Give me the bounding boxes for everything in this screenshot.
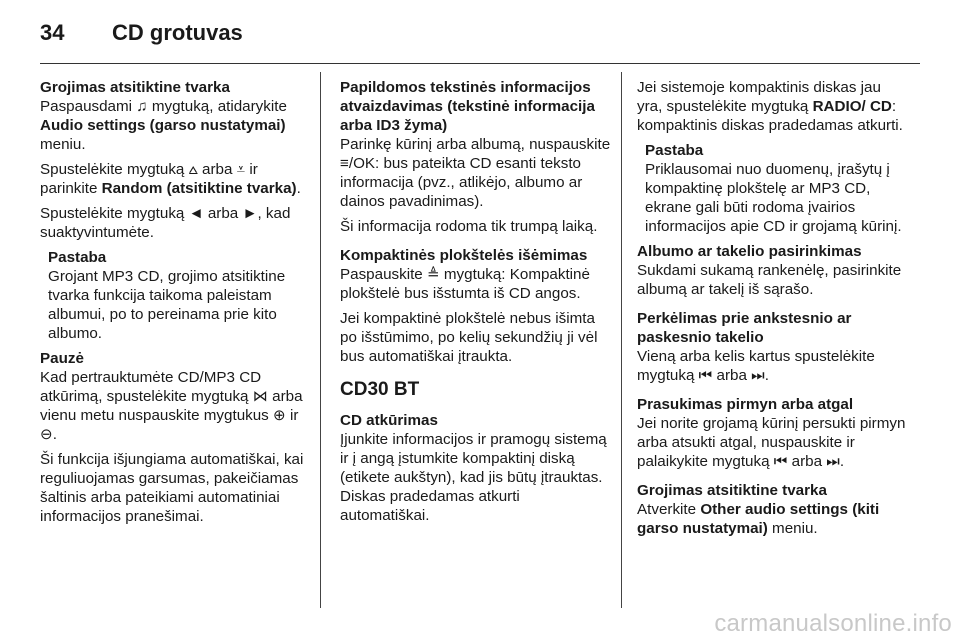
- text: : kompaktinis diskas pradedamas atkurti.: [637, 98, 903, 134]
- section-heading-pause: Pauzė: [40, 350, 84, 367]
- header-rule: [40, 63, 920, 64]
- column-2: [340, 78, 612, 531]
- paragraph: [637, 500, 909, 538]
- section-heading-text-info: Papildomos tekstinės informacijos atvaizdavimas (tekstinė informacija arba ID3 žyma): [340, 79, 595, 134]
- paragraph: Kad pertrauktumėte CD/MP3 CD atkūrimą, spustelėkite mygtuką ⋈ arba vienu metu nuspauskite mygtukus ⊕ ir ⊖.: [40, 369, 303, 443]
- section-heading-shuffle-2: Grojimas atsitiktine tvarka: [637, 482, 827, 499]
- column-1: [40, 78, 312, 532]
- page-number: 34: [40, 20, 65, 45]
- section-heading-eject: Kompaktinės plokštelės išėmimas: [340, 247, 588, 264]
- paragraph: Ši informacija rodoma tik trumpą laiką.: [340, 218, 598, 235]
- note-box: [645, 141, 909, 236]
- paragraph: Vieną arba kelis kartus spustelėkite mygtuką ⏮ arba ⏭.: [637, 348, 875, 384]
- section-heading-shuffle: Grojimas atsitiktine tvarka: [40, 79, 230, 96]
- paragraph: Parinkę kūrinį arba albumą, nuspauskite ≡/OK: bus pateikta CD esanti teksto informacija (pvz., atlikėjo, albumo ar dainos pavadinimas).: [340, 136, 611, 210]
- note-text: Priklausomai nuo duomenų, įrašytų į kompaktinę plokštelę ar MP3 CD, ekrane gali būti rodoma įvairios informacijos apie CD ir grojamą kūrinį.: [645, 161, 902, 235]
- chapter-heading: CD30 BT: [340, 379, 420, 400]
- paragraph: [40, 160, 312, 198]
- paragraph: Jei norite grojamą kūrinį persukti pirmyn arba atsukti atgal, nuspauskite ir palaikykite mygtuką ⏮ arba ⏭.: [637, 415, 906, 470]
- paragraph: Spustelėkite mygtuką ◄ arba ►, kad suaktyvintumėte.: [40, 205, 291, 241]
- page-header: [40, 20, 243, 46]
- menu-name: Audio settings (garso nustatymai): [40, 117, 286, 134]
- note-box: [48, 248, 312, 343]
- menu-name: Random (atsitiktine tvarka): [101, 180, 297, 197]
- paragraph: Įjunkite informacijos ir pramogų sistemą ir į angą įstumkite kompaktinį diską (etikete aukštyn), kad jis būtų įtrauktas. Diskas pradedamas atkurti automatiškai.: [340, 431, 607, 524]
- menu-name: Other audio settings (kiti garso nustatymai): [637, 501, 880, 537]
- note-heading: Pastaba: [48, 249, 107, 266]
- section-heading-seek: Prasukimas pirmyn arba atgal: [637, 396, 854, 413]
- text: Jei sistemoje kompaktinis diskas jau yra, spustelėkite mygtuką: [637, 79, 881, 115]
- note-text: Grojant MP3 CD, grojimo atsitiktine tvarka funkcija taikoma paleistam albumui, po to pereinama prie kito albumo.: [48, 268, 286, 342]
- column-divider-2: [621, 72, 622, 608]
- section-heading-album-select: Albumo ar takelio pasirinkimas: [637, 243, 862, 260]
- section-heading-track-skip: Perkėlimas prie ankstesnio ar paskesnio takelio: [637, 310, 852, 346]
- button-name: RADIO/ CD: [812, 98, 892, 115]
- text: Spustelėkite mygtuką ⩟ arba ⩡ ir parinkite: [40, 161, 258, 197]
- paragraph: Jei kompaktinė plokštelė nebus išimta po išstūmimo, po kelių sekundžių ji vėl bus automatiškai įtraukta.: [340, 310, 598, 365]
- note-heading: Pastaba: [645, 142, 704, 159]
- paragraph: Ši funkcija išjungiama automatiškai, kai reguliuojamas garsumas, pakeičiamas šaltinis arba pateikiami automatiniai informacijos pranešimai.: [40, 451, 304, 525]
- text: meniu.: [40, 136, 86, 153]
- paragraph: Paspauskite ≜ mygtuką: Kompaktinė plokštelė bus išstumta iš CD angos.: [340, 266, 590, 302]
- text: Atverkite: [637, 501, 701, 518]
- watermark: carmanualsonline.info: [714, 610, 952, 637]
- paragraph: [40, 97, 312, 154]
- column-3: [637, 78, 909, 544]
- paragraph: [637, 78, 909, 135]
- text: Paspausdami ♫ mygtuką, atidarykite: [40, 98, 287, 115]
- column-divider-1: [320, 72, 321, 608]
- text: .: [296, 180, 301, 197]
- page-title: CD grotuvas: [112, 20, 243, 45]
- section-heading-cd-playback: CD atkūrimas: [340, 412, 438, 429]
- text: meniu.: [767, 520, 818, 537]
- paragraph: Sukdami sukamą rankenėlę, pasirinkite albumą ar takelį iš sąrašo.: [637, 262, 902, 298]
